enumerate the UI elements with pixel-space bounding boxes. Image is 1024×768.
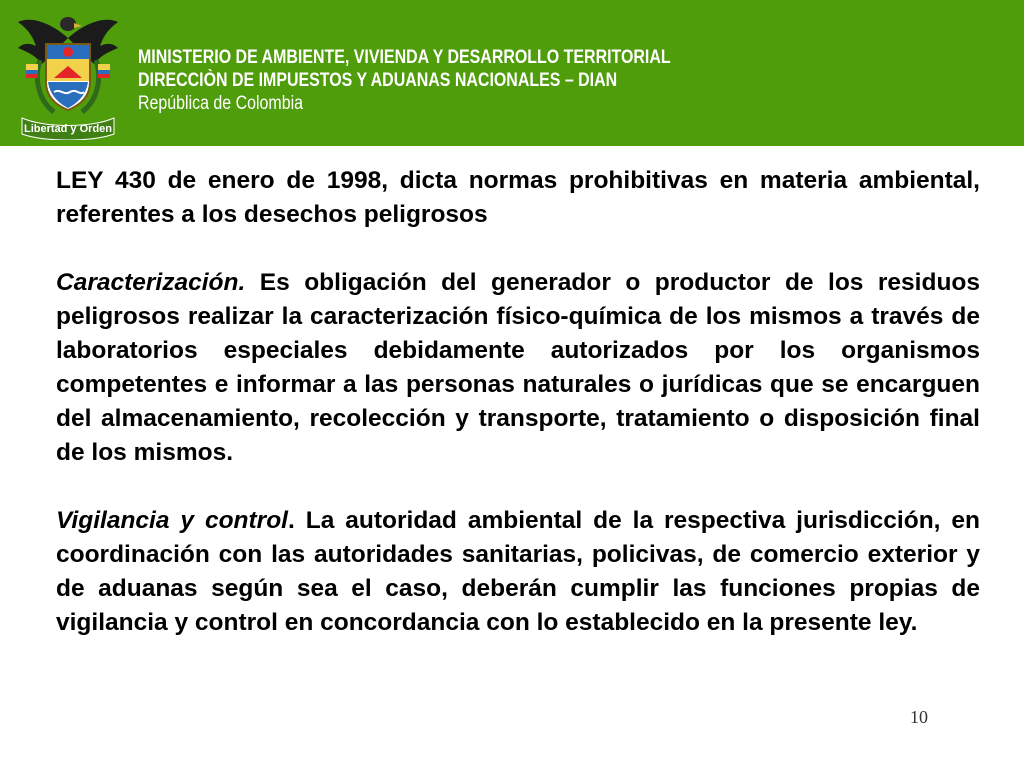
spacer xyxy=(56,232,980,266)
spacer xyxy=(56,470,980,504)
country-name: República de Colombia xyxy=(138,93,304,114)
header-bar xyxy=(0,0,1024,146)
paragraph-lead: Caracterización. xyxy=(56,269,246,296)
paragraph-surveillance xyxy=(56,504,980,640)
crest-motto: Libertad y Orden xyxy=(23,123,113,135)
paragraph-text: Es obligación del generador o productor de los residuos peligrosos realizar la caracterización físico-química de los mismos a través de laboratorios especiales debidamente autorizados por los organismos competentes e informar a las personas naturales o jurídicas que se encarguen del almacenamiento, recolección y transporte, tratamiento o disposición final de los mismos. xyxy=(56,269,980,466)
direction-name: DIRECCIÒN DE IMPUESTOS Y ADUANAS NACIONALES – DIAN xyxy=(138,70,618,91)
header-text xyxy=(138,46,772,115)
paragraph-text: . La autoridad ambiental de la respectiva jurisdicción, en coordinación con las autoridades sanitarias, policivas, de comercio exterior y de aduanas según sea el caso, deberán cumplir las funciones propias de vigilancia y control en concordancia con lo establecido en la presente ley. xyxy=(56,507,981,636)
paragraph-lead: Vigilancia y control xyxy=(56,507,288,534)
page-number: 10 xyxy=(910,707,928,727)
slide-body xyxy=(56,164,980,640)
paragraph-characterization xyxy=(56,266,980,470)
colombia-coat-of-arms-icon xyxy=(14,8,122,140)
law-title: LEY 430 de enero de 1998, dicta normas prohibitivas en materia ambiental, referentes a los desechos peligrosos xyxy=(56,167,980,228)
ministry-name: MINISTERIO DE AMBIENTE, VIVIENDA Y DESARROLLO TERRITORIAL xyxy=(138,47,671,68)
